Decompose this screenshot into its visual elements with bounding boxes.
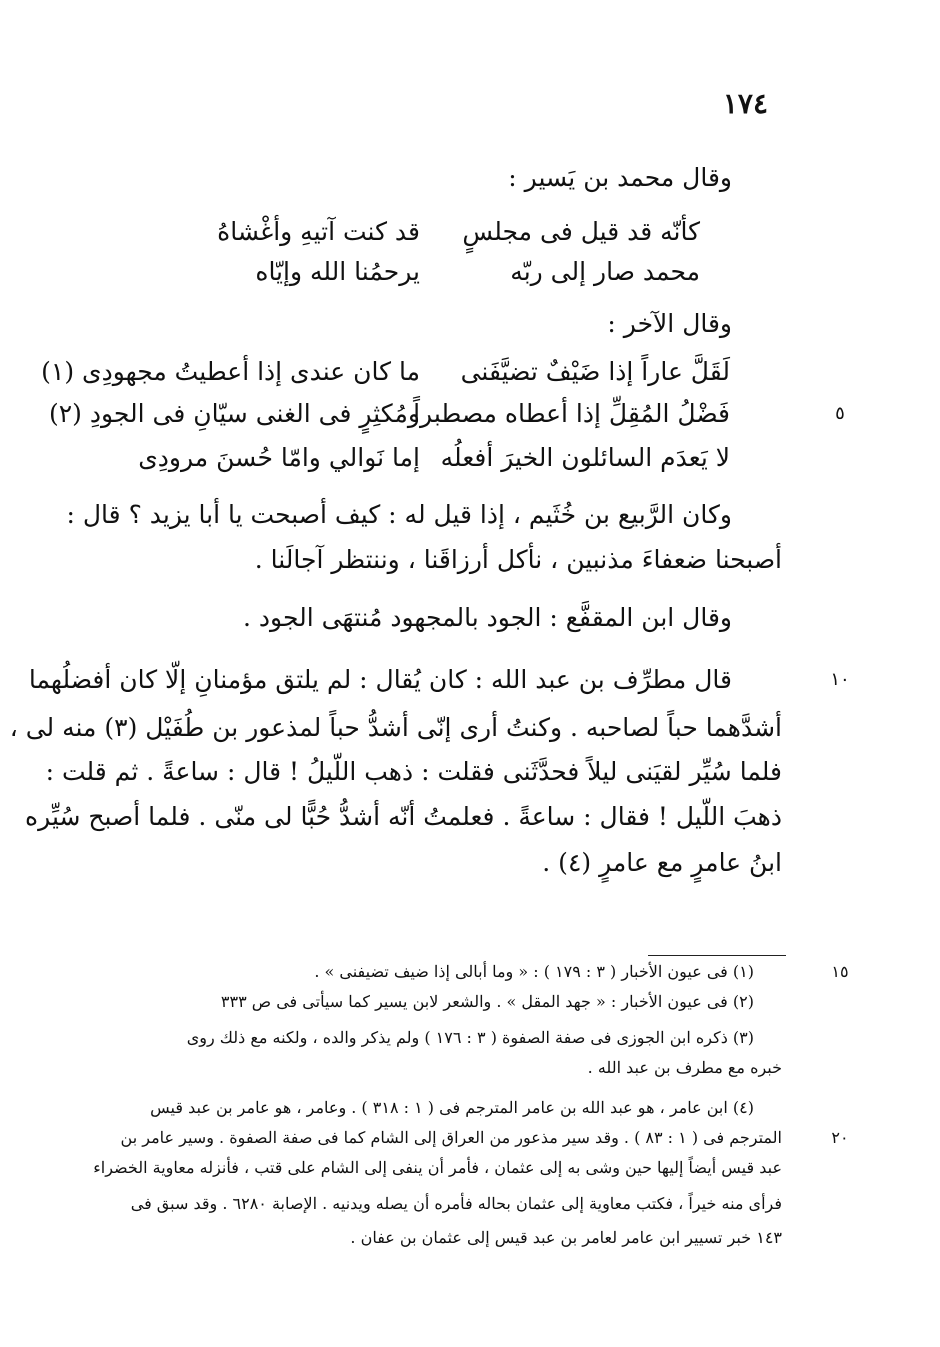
poem2-verse1-right: لَقَلَّ عاراً إذا ضَيْفٌ تضيَّفَنى [460, 357, 730, 386]
para3-line3: فلما سُيِّر لقيَنى ليلاً فحدَّثَنى فقلت : ذهب اللّيلُ ! قال : ساعةً . ثم قلت : [45, 757, 782, 786]
para1-line1: وكان الرَّبيع بن خُثَيم ، إذا قيل له : كيف أصبحت يا أبا يزيد ؟ قال : [66, 500, 732, 529]
poem2-verse3-right: لا يَعدَم السائلون الخيرَ أفعلُه [440, 443, 730, 472]
line-number-20: ٢٠ [831, 1128, 849, 1147]
footnote-1: (١) فى عيون الأخبار ( ٣ : ١٧٩ ) : « وما أبالى إذا ضيف تضيفنى » . [314, 962, 754, 981]
line-number-15: ١٥ [831, 962, 849, 981]
footnote-4-line1: (٤) ابن عامر ، هو عبد الله بن عامر المترجم فى ( ١ : ٣١٨ ) . وعامر ، هو عامر بن عبد قيس [150, 1098, 754, 1117]
poem2-verse1-left: ما كان عندى إذا أعطيتُ مجهودِى (١) [41, 357, 420, 386]
para3-line5: ابنُ عامرٍ مع عامرٍ (٤) . [542, 848, 782, 877]
poem1-verse2-left: يرحمُنا الله وإيّاه [255, 257, 420, 286]
para3-line4: ذهبَ اللّيل ! فقال : ساعةً . فعلمتُ أنّه أشدُّ حُبًّا لى منّى . فلما أصبح سُيِّره [25, 802, 782, 831]
footnote-divider [648, 955, 786, 956]
footnote-3-line1: (٣) ذكره ابن الجوزى فى صفة الصفوة ( ٣ : ١٧٦ ) ولم يذكر والده ، ولكنه مع ذلك روى [186, 1028, 754, 1047]
footnote-4-line2: المترجم فى ( ١ : ٨٣ ) . وقد سير مذعور من العراق إلى الشام كما فى صفة الصفوة . وسير عامر بن [120, 1128, 782, 1147]
footnote-4-line3: عبد قيس أيضاً إليها حين وشى به إلى عثمان ، فأمر أن ينفى إلى الشام على قتب ، فأنزله معاوية الخضراء [93, 1158, 782, 1177]
poem1-verse1-left: قد كنت آتيهِ وأغْشاهُ [217, 217, 420, 246]
para3-line1: قال مطرِّف بن عبد الله : كان يُقال : لم يلتق مؤمنانِ إلّا كان أفضلُهما [28, 665, 732, 694]
page-number: ١٧٤ [722, 87, 768, 120]
line-number-5: ٥ [835, 403, 845, 424]
footnote-4-line5: ١٤٣ خبر تسيير ابن عامر لعامر بن عبد قيس إلى عثمان بن عفان . [350, 1228, 782, 1247]
poem1-verse2-right: محمد صار إلى ربّه [510, 257, 700, 286]
intro-line-1: وقال محمد بن يَسير : [508, 163, 732, 192]
para2-line1: وقال ابن المقفَّع : الجود بالمجهود مُنتهَى الجود . [243, 603, 732, 632]
line-number-10: ١٠ [830, 669, 850, 690]
footnote-4-line4: فرأى منه خيراً ، فكتب معاوية إلى عثمان بحاله فأمره أن يصله ويدنيه . الإصابة ٦٢٨٠ . وقد سبق فى [130, 1194, 782, 1213]
intro-line-2: وقال الآخر : [607, 309, 732, 338]
para1-line2: أصبحنا ضعفاءَ مذنبين ، نأكل أرزاقَنا ، وننتظر آجالَنا . [254, 545, 782, 574]
footnote-3-line2: خبره مع مطرف بن عبد الله . [587, 1058, 782, 1077]
para3-line2: أشدَّهما حباً لصاحبه . وكنتُ أرى إنّى أشدُّ حباً لمذعور بن طُفَيْل (٣) منه لى ، [9, 713, 782, 742]
poem2-verse3-left: إما نَوالي وامّا حُسنَ مرودِى [138, 443, 420, 472]
poem1-verse1-right: كأنّه قد قيل فى مجلسٍ [462, 217, 700, 246]
footnote-2: (٢) فى عيون الأخبار : « جهد المقل » . والشعر لابن يسير كما سيأتى فى ص ٣٣٣ [220, 992, 754, 1011]
poem2-verse2-left: ومُكثِرٍ فى الغنى سيّانِ فى الجودِ (٢) [48, 399, 420, 428]
poem2-verse2-right: فَضْلُ المُقِلِّ إذا أعطاه مصطبراً [413, 399, 730, 428]
